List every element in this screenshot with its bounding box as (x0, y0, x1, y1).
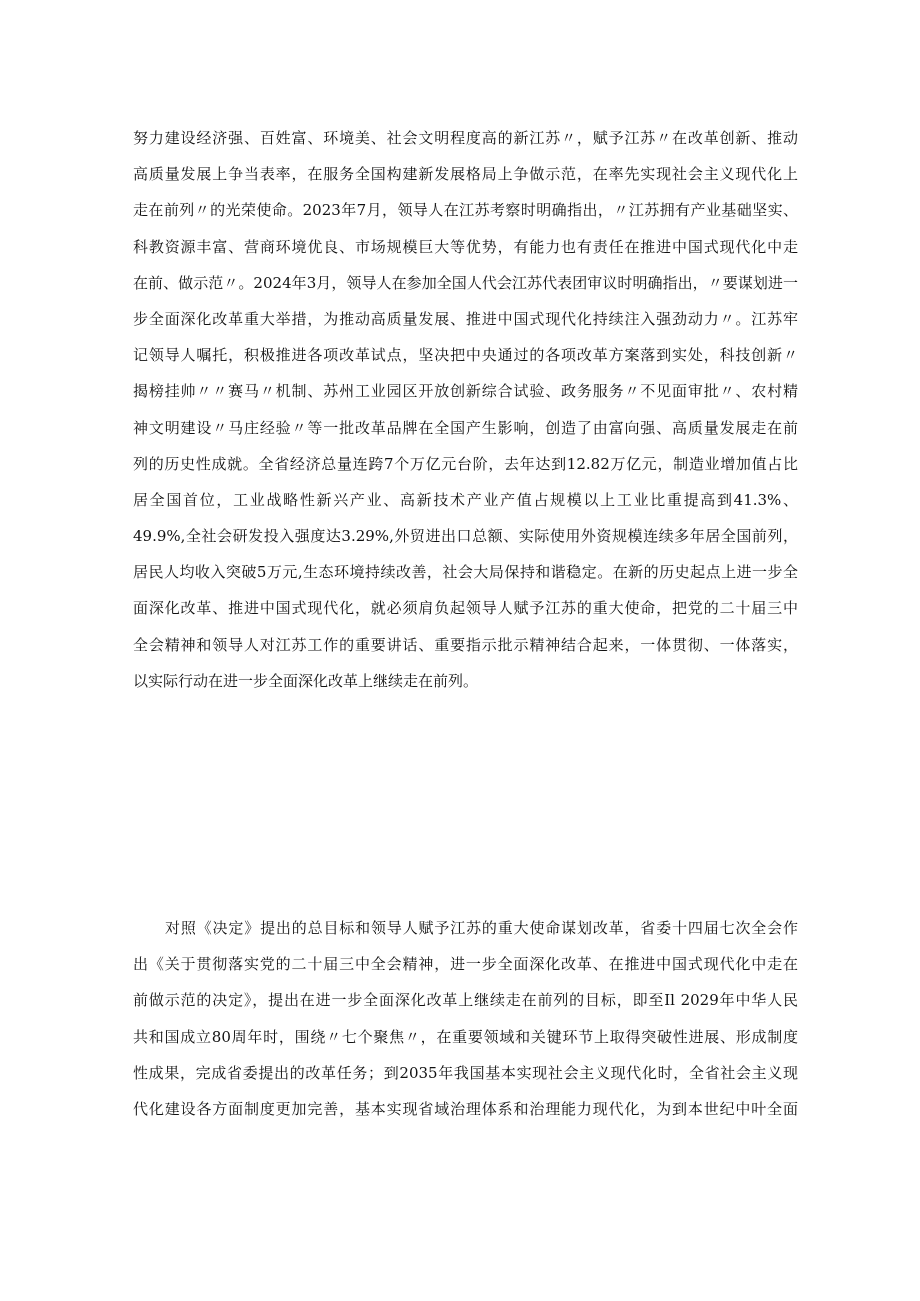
text-line: 神文明建设〃马庄经验〃等一批改革品牌在全国产生影响，创造了由富向强、高质量发展走在前 (133, 418, 798, 437)
paragraph-2 (133, 910, 798, 1127)
text-line: 步全面深化改革重大举措，为推动高质量发展、推进中国式现代化持续注入强劲动力〃。江苏牢 (133, 309, 798, 328)
text-line: 居民人均收入突破5万元,生态环境持续改善，社会大局保持和谐稳定。在新的历史起点上进一步全 (133, 563, 798, 582)
text-line: 前做示范的决定》，提出在进一步全面深化改革上继续走在前列的目标，即至Il 2029年中华人民 (133, 991, 798, 1010)
text-line: 努力建设经济强、百姓富、环境美、社会文明程度高的新江苏〃，赋予江苏〃在改革创新、推动 (133, 129, 798, 147)
text-line: 以实际行动在进一步全面深化改革上继续走在前列。 (133, 671, 479, 690)
text-line: 揭榜挂帅〃〃赛马〃机制、苏州工业园区开放创新综合试验、政务服务〃不见面审批〃、农村精 (133, 382, 798, 401)
text-line: 出《关于贯彻落实党的二十届三中全会精神，进一步全面深化改革、在推进中国式现代化中走在 (133, 955, 798, 974)
text-line: 居全国首位，工业战略性新兴产业、高新技术产业产值占规模以上工业比重提高到41.3%、 (133, 490, 798, 509)
text-line: 面深化改革、推进中国式现代化，就必须肩负起领导人赋予江苏的重大使命，把党的二十届三中 (133, 599, 798, 618)
text-line: 代化建设各方面制度更加完善，基本实现省域治理体系和治理能力现代化，为到本世纪中叶全面 (133, 1099, 798, 1118)
text-line: 共和国成立80周年时，围绕〃七个聚焦〃，在重要领域和关键环节上取得突破性进展、形成制度 (133, 1027, 798, 1046)
text-line: 在前、做示范〃。2024年3月，领导人在参加全国人代会江苏代表团审议时明确指出，〃要谋划进一 (133, 273, 798, 292)
text-line: 高质量发展上争当表率，在服务全国构建新发展格局上争做示范，在率先实现社会主义现代化上 (133, 165, 798, 184)
text-line: 走在前列〃的光荣使命。2023年7月，领导人在江苏考察时明确指出，〃江苏拥有产业基础坚实、 (133, 201, 798, 220)
text-line: 49.9%,全社会研发投入强度达3.29%,外贸进出口总额、实际使用外资规模连续多年居全国前列， (133, 527, 798, 546)
paragraph-1 (133, 120, 798, 699)
text-line: 科教资源丰富、营商环境优良、市场规模巨大等优势，有能力也有责任在推进中国式现代化中走 (133, 237, 798, 256)
text-line: 对照《决定》提出的总目标和领导人赋予江苏的重大使命谋划改革，省委十四届七次全会作 (165, 919, 798, 937)
text-line: 列的历史性成就。全省经济总量连跨7个万亿元台阶，去年达到12.82万亿元，制造业增加值占比 (133, 454, 798, 473)
text-line: 性成果，完成省委提出的改革任务；到2035年我国基本实现社会主义现代化时，全省社会主义现 (133, 1063, 798, 1082)
text-line: 记领导人嘱托，积极推进各项改革试点，坚决把中央通过的各项改革方案落到实处，科技创新〃 (133, 346, 798, 365)
text-line: 全会精神和领导人对江苏工作的重要讲话、重要指示批示精神结合起来，一体贯彻、一体落实， (133, 635, 798, 654)
